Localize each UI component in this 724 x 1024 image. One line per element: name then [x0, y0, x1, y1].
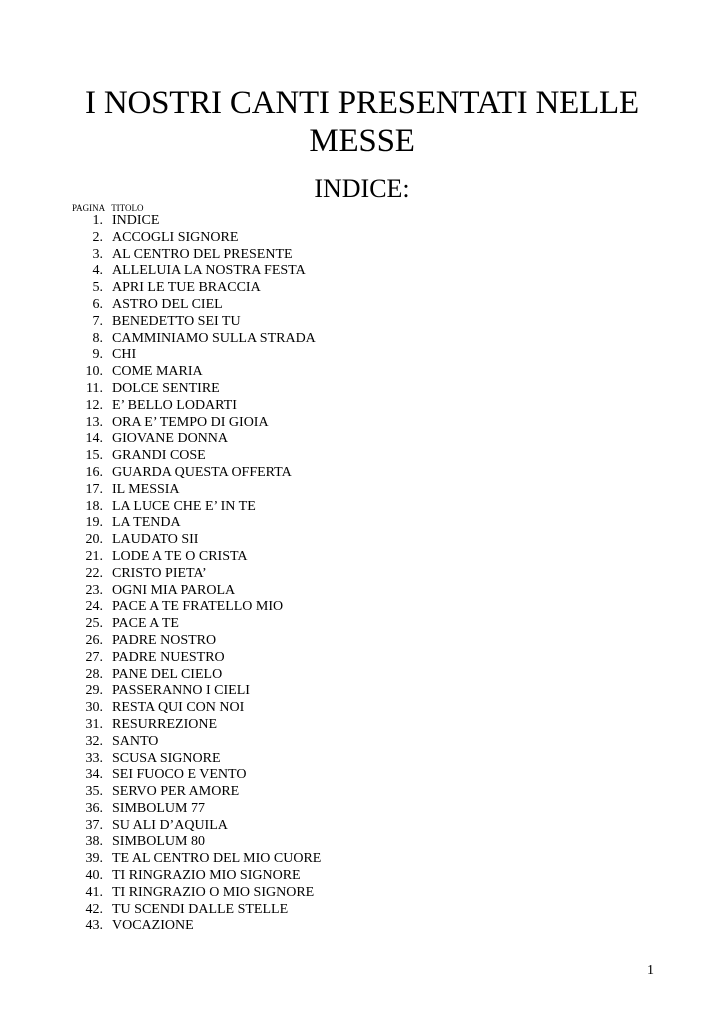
- entry-title: ACCOGLI SIGNORE: [112, 229, 239, 245]
- entry-number: 35.: [85, 784, 103, 800]
- entry-number: 11.: [86, 380, 103, 396]
- entry-title: CRISTO PIETA’: [112, 565, 207, 581]
- entry-title: SANTO: [112, 733, 159, 749]
- entry-title: TU SCENDI DALLE STELLE: [112, 901, 289, 917]
- entry-title: LA TENDA: [112, 515, 181, 531]
- entry-number: 16.: [85, 464, 103, 480]
- entry-title: RESURREZIONE: [112, 716, 217, 732]
- entry-number: 18.: [85, 498, 103, 514]
- entry-title: AL CENTRO DEL PRESENTE: [112, 246, 293, 262]
- entry-number: 19.: [85, 515, 103, 531]
- entry-title: APRI LE TUE BRACCIA: [112, 280, 261, 296]
- entry-number: 10.: [85, 364, 103, 380]
- entry-number: 7.: [92, 313, 103, 329]
- entry-title: SIMBOLUM 77: [112, 800, 205, 816]
- entry-number: 41.: [85, 884, 103, 900]
- entry-title: ALLELUIA LA NOSTRA FESTA: [112, 263, 306, 279]
- entry-title: PADRE NUESTRO: [112, 649, 225, 665]
- entry-title: LODE A TE O CRISTA: [112, 548, 248, 564]
- entry-title: OGNI MIA PAROLA: [112, 582, 236, 598]
- entry-number: 14.: [85, 431, 103, 447]
- entry-number: 4.: [92, 263, 103, 279]
- entry-number: 31.: [85, 716, 103, 732]
- entry-title: SEI FUOCO E VENTO: [112, 767, 247, 783]
- entry-number: 34.: [85, 767, 103, 783]
- entry-number: 36.: [85, 800, 103, 816]
- entry-number: 13.: [85, 414, 103, 430]
- entry-number: 2.: [92, 229, 103, 245]
- entry-title: PASSERANNO I CIELI: [112, 683, 250, 699]
- entry-number: 42.: [85, 901, 103, 917]
- entry-number: 8.: [92, 330, 103, 346]
- entry-title: E’ BELLO LODARTI: [112, 397, 237, 413]
- entry-title: PACE A TE FRATELLO MIO: [112, 599, 284, 615]
- entry-title: LAUDATO SII: [112, 532, 199, 548]
- entry-title: PADRE NOSTRO: [112, 632, 217, 648]
- entry-title: DOLCE SENTIRE: [112, 380, 220, 396]
- entry-number: 21.: [85, 548, 103, 564]
- entry-number: 1.: [92, 213, 103, 228]
- entry-title: CAMMINIAMO SULLA STRADA: [112, 330, 316, 346]
- entry-number: 26.: [85, 632, 103, 648]
- entry-number: 27.: [85, 649, 103, 665]
- entry-title: INDICE: [112, 213, 160, 228]
- entry-number: 17.: [85, 481, 103, 497]
- entry-title: PANE DEL CIELO: [112, 666, 223, 682]
- entry-title: ASTRO DEL CIEL: [112, 296, 223, 312]
- entry-title: GUARDA QUESTA OFFERTA: [112, 464, 292, 480]
- entry-number: 43.: [85, 918, 103, 934]
- column-header-title: TITOLO: [111, 203, 144, 213]
- entry-number: 9.: [92, 347, 103, 363]
- column-header-page: PAGINA: [72, 203, 106, 213]
- entry-title: SCUSA SIGNORE: [112, 750, 221, 766]
- entry-title: LA LUCE CHE E’ IN TE: [112, 498, 256, 514]
- entry-title: CHI: [112, 347, 137, 363]
- entry-number: 38.: [85, 834, 103, 850]
- entry-number: 32.: [85, 733, 103, 749]
- entry-number: 33.: [85, 750, 103, 766]
- entry-number: 5.: [92, 280, 103, 296]
- entry-title: RESTA QUI CON NOI: [112, 700, 245, 716]
- entry-title: PACE A TE: [112, 616, 179, 632]
- entry-title: TE AL CENTRO DEL MIO CUORE: [112, 851, 322, 867]
- entry-title: BENEDETTO SEI TU: [112, 313, 241, 329]
- entry-title: TI RINGRAZIO MIO SIGNORE: [112, 868, 301, 884]
- entry-number: 25.: [85, 616, 103, 632]
- entry-number: 39.: [85, 851, 103, 867]
- entry-number: 28.: [85, 666, 103, 682]
- entry-title: SIMBOLUM 80: [112, 834, 205, 850]
- entry-number: 22.: [85, 565, 103, 581]
- entry-title: GIOVANE DONNA: [112, 431, 229, 447]
- entry-number: 29.: [85, 683, 103, 699]
- entry-title: VOCAZIONE: [112, 918, 194, 934]
- entry-title: TI RINGRAZIO O MIO SIGNORE: [112, 884, 315, 900]
- page-number: 1: [647, 963, 654, 978]
- entry-title: COME MARIA: [112, 364, 203, 380]
- index-heading: INDICE:: [314, 174, 410, 203]
- entry-number: 23.: [85, 582, 103, 598]
- entry-number: 20.: [85, 532, 103, 548]
- entry-number: 3.: [92, 246, 103, 262]
- document-title: I NOSTRI CANTI PRESENTATI NELLE MESSE: [85, 85, 639, 159]
- entry-number: 30.: [85, 700, 103, 716]
- entry-title: SERVO PER AMORE: [112, 784, 240, 800]
- entry-number: 40.: [85, 868, 103, 884]
- entry-title: ORA E’ TEMPO DI GIOIA: [112, 414, 269, 430]
- entry-title: IL MESSIA: [112, 481, 180, 497]
- entry-number: 24.: [85, 599, 103, 615]
- entry-number: 15.: [85, 448, 103, 464]
- entry-number: 6.: [92, 296, 103, 312]
- entry-number: 12.: [85, 397, 103, 413]
- entry-number: 37.: [85, 817, 103, 833]
- entry-title: GRANDI COSE: [112, 448, 206, 464]
- entry-title: SU ALI D’AQUILA: [112, 817, 228, 833]
